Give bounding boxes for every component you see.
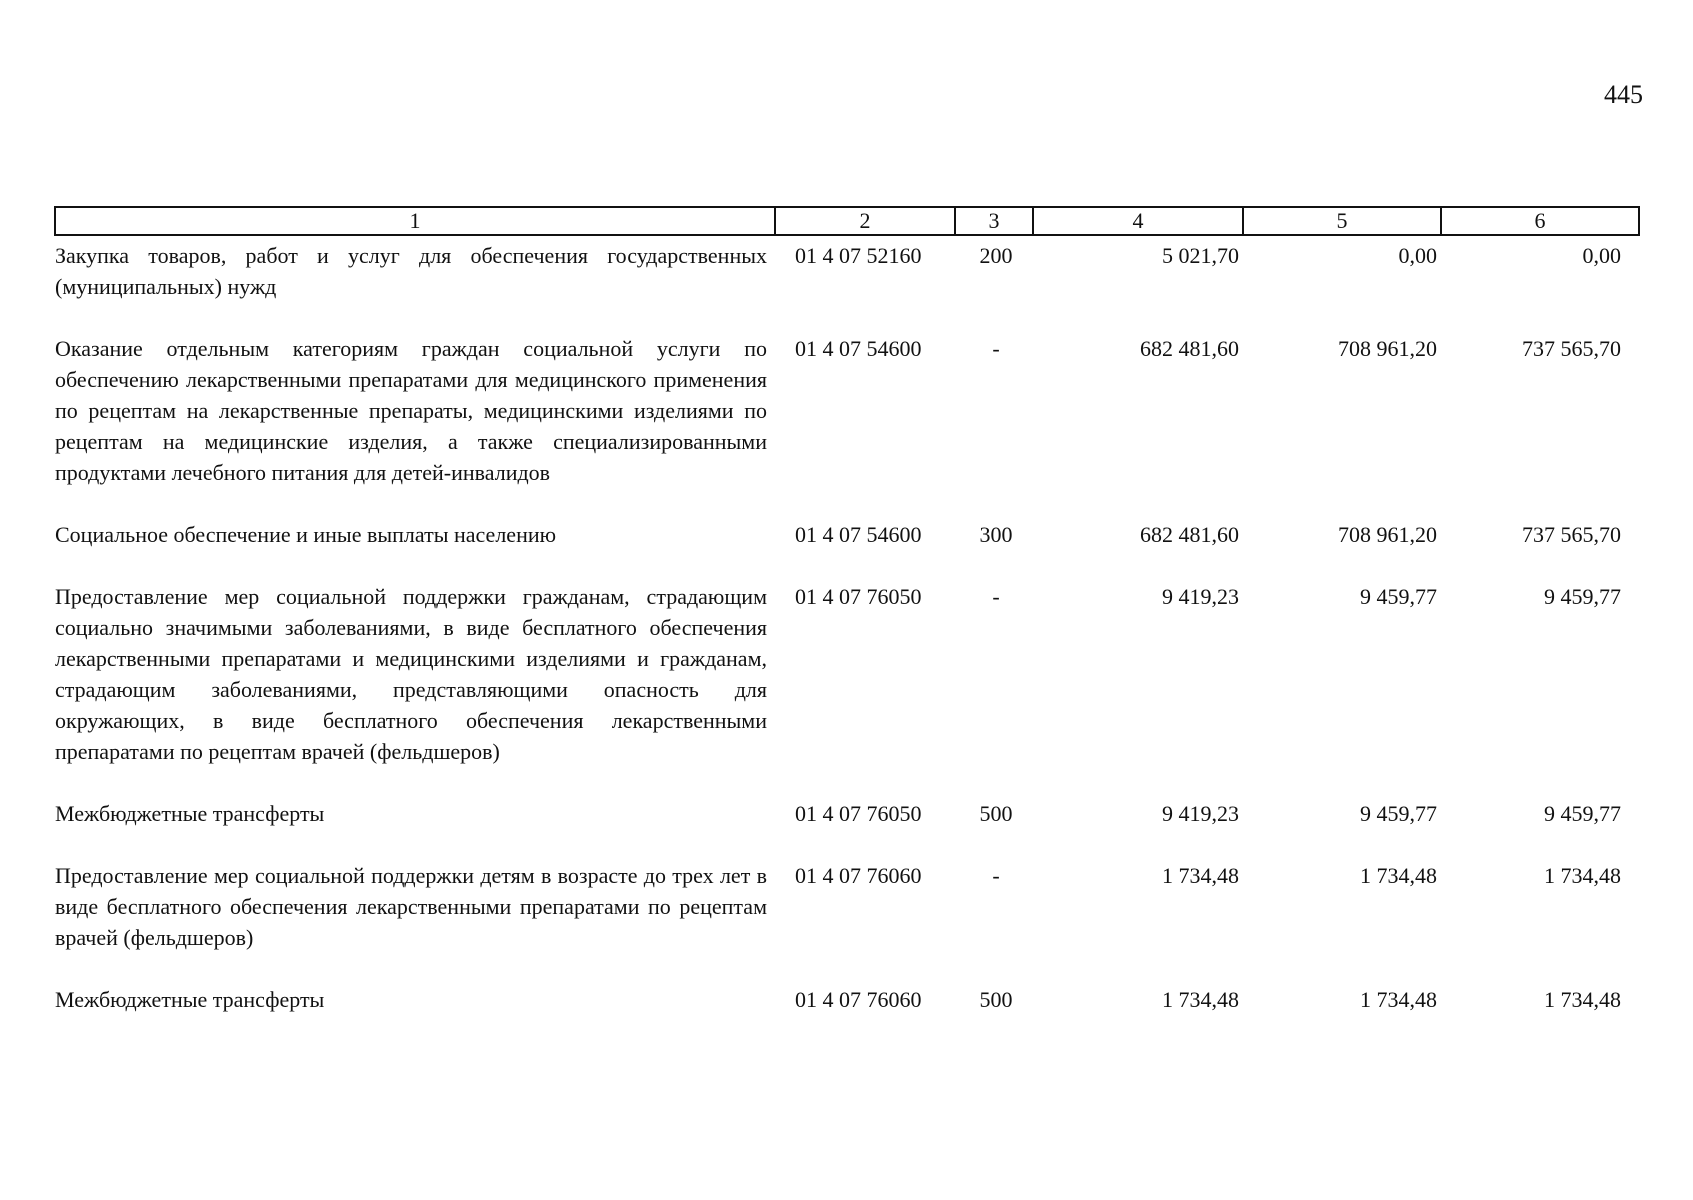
- row-name: Межбюджетные трансферты: [55, 801, 325, 826]
- row-code: 01 4 07 76060: [795, 987, 922, 1012]
- row-code: 01 4 07 54600: [795, 522, 922, 547]
- row-name: Социальное обеспечение и иные выплаты населению: [55, 522, 557, 547]
- row-kind: 500: [979, 987, 1013, 1012]
- row-value-col4: 9 419,23: [1162, 584, 1239, 609]
- row-value-col4: 1 734,48: [1162, 987, 1239, 1012]
- table-row: [55, 519, 1639, 581]
- row-value-col5: 708 961,20: [1338, 336, 1437, 361]
- table-row: [55, 235, 1639, 333]
- row-value-col5: 0,00: [1398, 243, 1437, 268]
- budget-table: [54, 206, 1640, 1046]
- column-header-2: 2: [775, 207, 955, 235]
- column-header-3: 3: [955, 207, 1033, 235]
- row-kind: 300: [979, 522, 1013, 547]
- row-code: 01 4 07 54600: [795, 336, 922, 361]
- column-header-4: 4: [1033, 207, 1243, 235]
- row-value-col6: 0,00: [1582, 243, 1621, 268]
- row-value-col4: 682 481,60: [1140, 336, 1239, 361]
- column-header-5: 5: [1243, 207, 1441, 235]
- row-name: Оказание отдельным категориям граждан социальной услуги по обеспечению лекарственными препаратами для медицинского применения по рецептам на лекарственные препараты, медицинскими изделиями по рецептам на медицинские изделия, а также специализированными продуктами лечебного питания для детей-инвалидов: [55, 336, 767, 485]
- row-code: 01 4 07 76050: [795, 801, 922, 826]
- row-value-col6: 737 565,70: [1522, 522, 1621, 547]
- row-kind: -: [992, 584, 1000, 609]
- column-header-1: 1: [55, 207, 775, 235]
- row-value-col4: 5 021,70: [1162, 243, 1239, 268]
- row-value-col4: 1 734,48: [1162, 863, 1239, 888]
- page-number: 445: [1604, 80, 1643, 109]
- table-row: [55, 860, 1639, 984]
- table-header: [55, 207, 1639, 235]
- row-name: Закупка товаров, работ и услуг для обеспечения государственных (муниципальных) нужд: [55, 243, 767, 299]
- row-value-col5: 9 459,77: [1360, 801, 1437, 826]
- row-name: Межбюджетные трансферты: [55, 987, 325, 1012]
- row-value-col5: 708 961,20: [1338, 522, 1437, 547]
- row-code: 01 4 07 52160: [795, 243, 922, 268]
- table-row: [55, 581, 1639, 798]
- row-value-col6: 9 459,77: [1544, 801, 1621, 826]
- table-row: [55, 333, 1639, 519]
- row-name: Предоставление мер социальной поддержки детям в возрасте до трех лет в виде бесплатного обеспечения лекарственными препаратами по рецептам врачей (фельдшеров): [55, 863, 767, 950]
- row-kind: -: [992, 336, 1000, 361]
- row-kind: 200: [979, 243, 1013, 268]
- header-row: [55, 207, 1639, 235]
- row-kind: 500: [979, 801, 1013, 826]
- column-header-6: 6: [1441, 207, 1639, 235]
- row-value-col5: 9 459,77: [1360, 584, 1437, 609]
- row-value-col6: 1 734,48: [1544, 863, 1621, 888]
- row-value-col6: 1 734,48: [1544, 987, 1621, 1012]
- row-value-col4: 682 481,60: [1140, 522, 1239, 547]
- row-value-col5: 1 734,48: [1360, 863, 1437, 888]
- table-row: [55, 984, 1639, 1046]
- table-body: [55, 235, 1639, 1046]
- budget-table-container: [54, 206, 1638, 1046]
- row-kind: -: [992, 863, 1000, 888]
- row-value-col4: 9 419,23: [1162, 801, 1239, 826]
- table-row: [55, 798, 1639, 860]
- row-code: 01 4 07 76060: [795, 863, 922, 888]
- row-code: 01 4 07 76050: [795, 584, 922, 609]
- row-value-col6: 9 459,77: [1544, 584, 1621, 609]
- row-value-col6: 737 565,70: [1522, 336, 1621, 361]
- row-name: Предоставление мер социальной поддержки гражданам, страдающим социально значимыми заболеваниями, в виде бесплатного обеспечения лекарственными препаратами и медицинскими изделиями и гражданам, страдающим заболеваниями, представляющими опасность для окружающих, в виде бесплатного обеспечения лекарственными препаратами по рецептам врачей (фельдшеров): [55, 584, 767, 764]
- row-value-col5: 1 734,48: [1360, 987, 1437, 1012]
